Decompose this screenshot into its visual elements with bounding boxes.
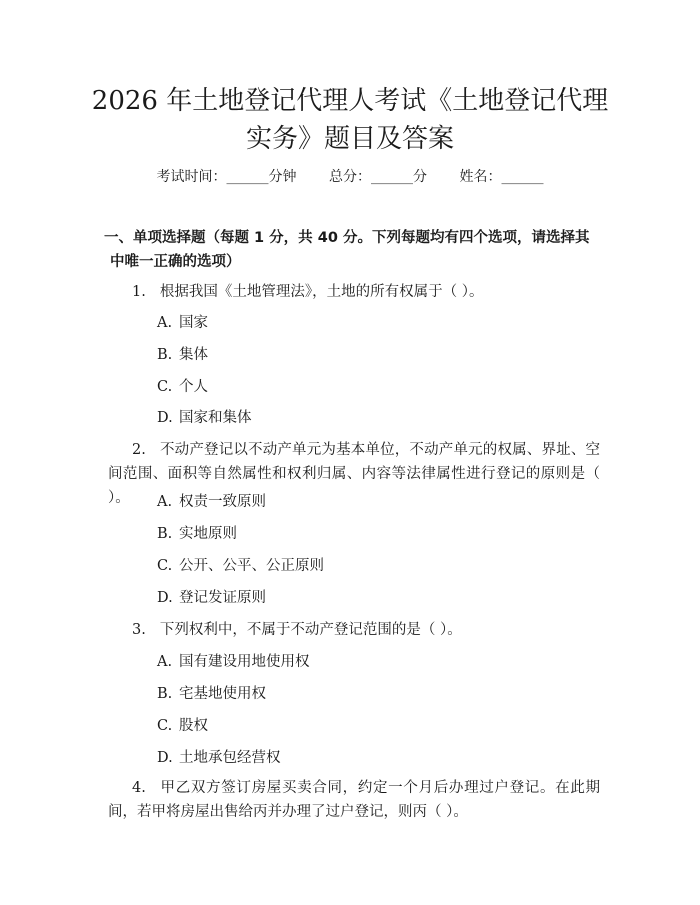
option-letter: A.	[157, 654, 173, 670]
question-text: 下列权利中，不属于不动产登记范围的是（ ）。	[159, 622, 462, 638]
q2-option-b	[157, 523, 237, 545]
question-number: 4.	[132, 780, 146, 796]
q1-option-b	[157, 344, 208, 366]
exam-meta	[0, 166, 700, 188]
option-text: 公开、公平、公正原则	[179, 558, 324, 574]
q3-option-d	[157, 747, 281, 769]
option-text: 股权	[179, 718, 208, 734]
question-1	[108, 280, 600, 304]
q3-option-a	[157, 651, 310, 673]
option-text: 国家	[179, 315, 208, 331]
q1-option-a	[157, 312, 208, 334]
question-text: 甲乙双方签订房屋买卖合同，约定一个月后办理过户登记。在此期间，若甲将房屋出售给丙并办理了过户登记，则丙（ ）。	[108, 780, 600, 820]
option-letter: B.	[157, 347, 173, 363]
option-text: 土地承包经营权	[179, 750, 281, 766]
question-text: 根据我国《土地管理法》，土地的所有权属于（ ）。	[159, 284, 484, 300]
exam-time-field: 考试时间：______分钟	[156, 169, 297, 185]
option-text: 登记发证原则	[179, 590, 266, 606]
q3-option-b	[157, 683, 266, 705]
q1-option-c	[157, 376, 208, 398]
option-text: 国家和集体	[179, 410, 252, 426]
question-text: 不动产登记以不动产单元为基本单位，不动产单元的权属、界址、空间范围、面积等自然属性和权利归属、内容等法律属性进行登记的原则是（ ）。	[108, 442, 600, 506]
option-text: 宅基地使用权	[179, 686, 266, 702]
title-line-1: 2026 年土地登记代理人考试《土地登记代理	[91, 86, 609, 116]
option-text: 国有建设用地使用权	[179, 654, 310, 670]
option-letter: A.	[157, 315, 173, 331]
option-letter: D.	[157, 410, 173, 426]
question-4	[108, 776, 600, 824]
option-text: 权责一致原则	[179, 494, 266, 510]
q2-option-a	[157, 491, 266, 513]
q2-option-d	[157, 587, 266, 609]
option-text: 集体	[179, 347, 208, 363]
question-number: 3.	[132, 622, 146, 638]
option-letter: C.	[157, 718, 173, 734]
option-letter: B.	[157, 526, 173, 542]
name-field: 姓名：______	[459, 169, 544, 185]
document-title	[60, 82, 640, 158]
question-number: 1.	[132, 284, 146, 300]
option-letter: A.	[157, 494, 173, 510]
option-letter: D.	[157, 590, 173, 606]
section-heading-single-choice: 一、单项选择题（每题 1 分，共 40 分。下列每题均有四个选项，请选择其中唯一正确的选项）	[104, 230, 590, 270]
option-text: 实地原则	[179, 526, 237, 542]
question-3	[108, 618, 600, 642]
option-letter: B.	[157, 686, 173, 702]
option-letter: C.	[157, 558, 173, 574]
question-number: 2.	[132, 442, 146, 458]
total-score-field: 总分：______分	[329, 169, 427, 185]
option-text: 个人	[179, 379, 208, 395]
q2-option-c	[157, 555, 324, 577]
q3-option-c	[157, 715, 208, 737]
option-letter: D.	[157, 750, 173, 766]
option-letter: C.	[157, 379, 173, 395]
q1-option-d	[157, 407, 252, 429]
title-line-2: 实务》题目及答案	[245, 124, 454, 154]
